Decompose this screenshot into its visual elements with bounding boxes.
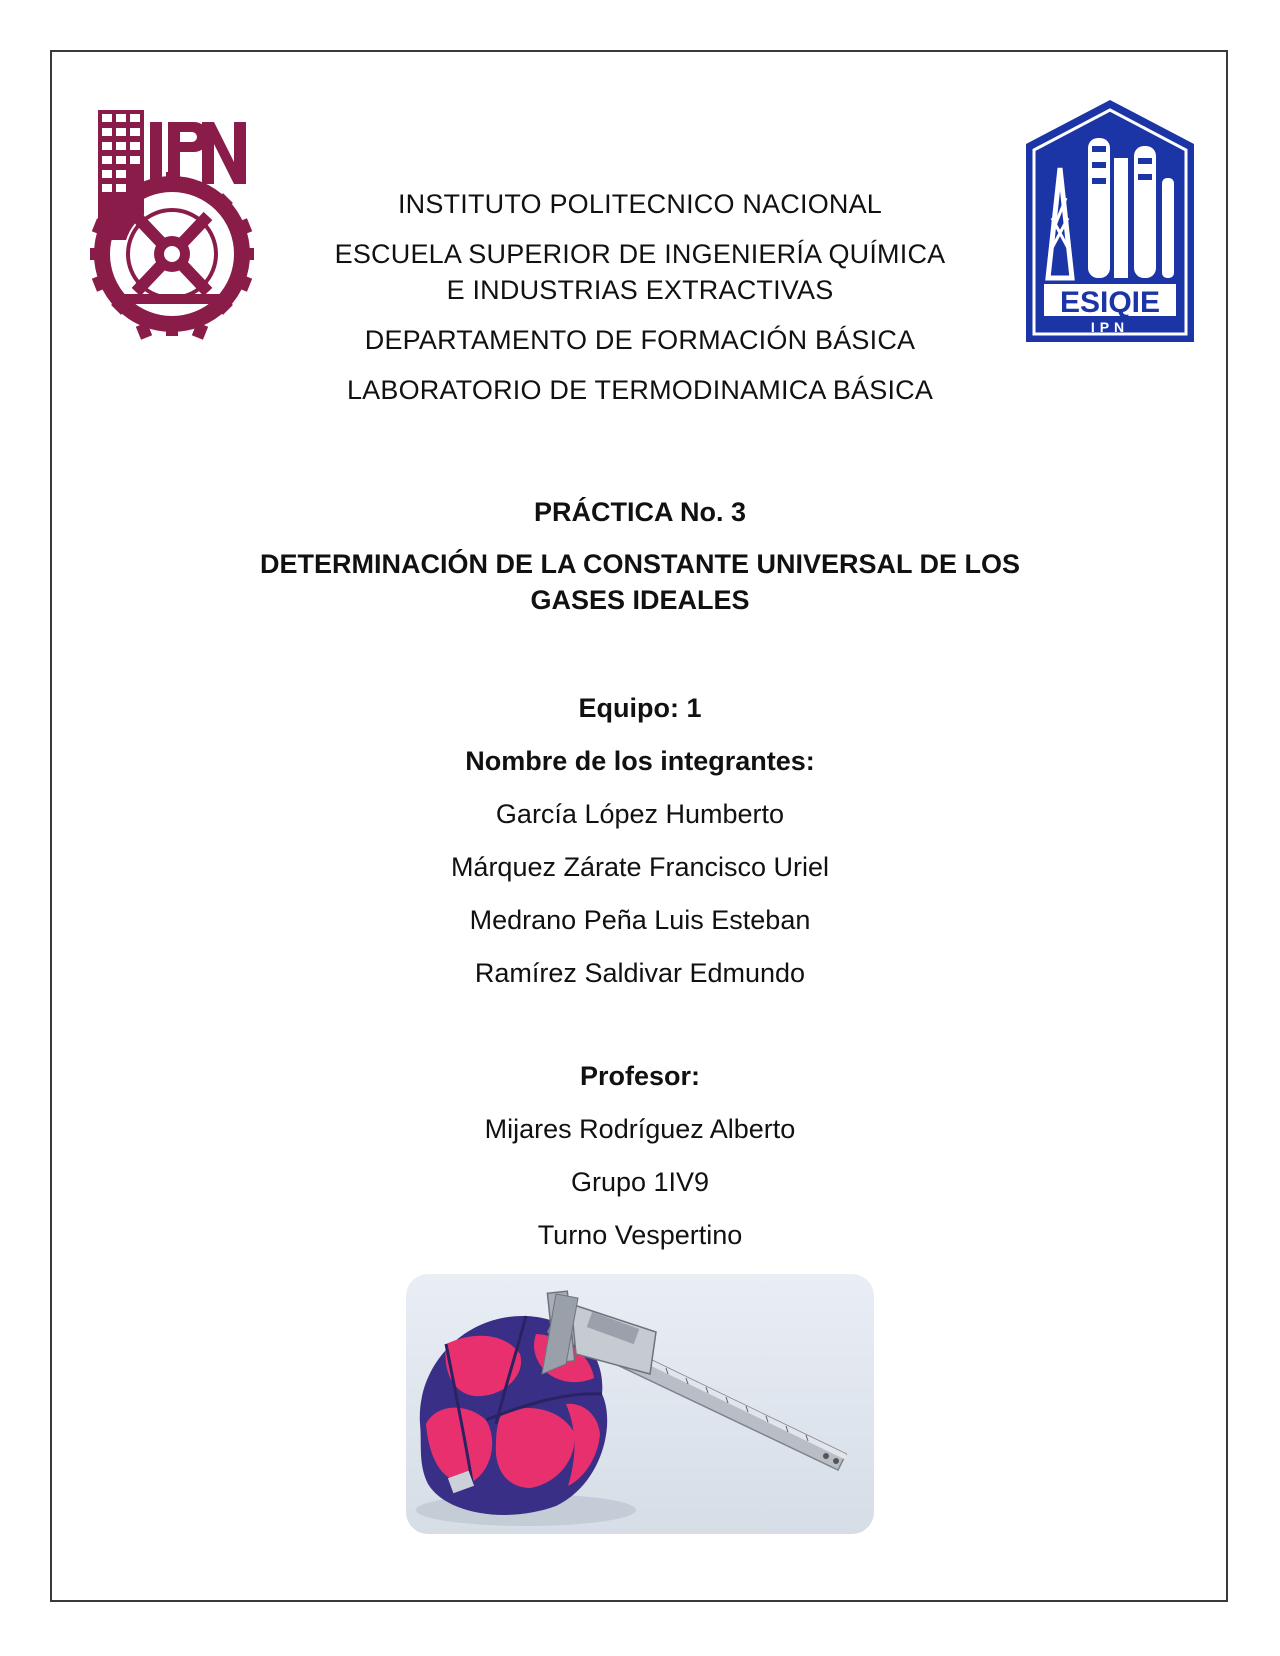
shift-label: Turno Vespertino — [537, 1220, 743, 1250]
cover-photo — [406, 1274, 874, 1534]
group-label: Grupo 1IV9 — [570, 1167, 710, 1197]
professor-name: Mijares Rodríguez Alberto — [484, 1114, 796, 1144]
laboratory-name: LABORATORIO DE TERMODINAMICA BÁSICA — [346, 375, 934, 405]
department-name: DEPARTAMENTO DE FORMACIÓN BÁSICA — [364, 325, 916, 355]
practice-title-line1: DETERMINACIÓN DE LA CONSTANTE UNIVERSAL DE LOS — [259, 549, 1021, 579]
school-name-line2: E INDUSTRIAS EXTRACTIVAS — [446, 275, 834, 305]
member-name: Márquez Zárate Francisco Uriel — [450, 852, 830, 882]
professor-block — [180, 1058, 1100, 1253]
professor-heading: Profesor: — [579, 1061, 701, 1091]
team-block — [180, 690, 1100, 991]
practice-block — [180, 494, 1100, 618]
school-name-line1: ESCUELA SUPERIOR DE INGENIERÍA QUÍMICA — [334, 239, 946, 269]
institution-header — [180, 186, 1100, 408]
institute-name: INSTITUTO POLITECNICO NACIONAL — [397, 189, 883, 219]
team-number: Equipo: 1 — [578, 693, 702, 723]
practice-number: PRÁCTICA No. 3 — [533, 497, 746, 527]
member-name: Ramírez Saldivar Edmundo — [474, 958, 806, 988]
practice-title-line2: GASES IDEALES — [530, 585, 750, 615]
member-name: Medrano Peña Luis Esteban — [469, 905, 811, 935]
esiqie-logo-text: ESIQIE — [1059, 286, 1161, 319]
member-name: García López Humberto — [495, 799, 785, 829]
esiqie-logo-subtext: IPN — [1090, 319, 1130, 335]
members-heading: Nombre de los integrantes: — [465, 746, 815, 776]
